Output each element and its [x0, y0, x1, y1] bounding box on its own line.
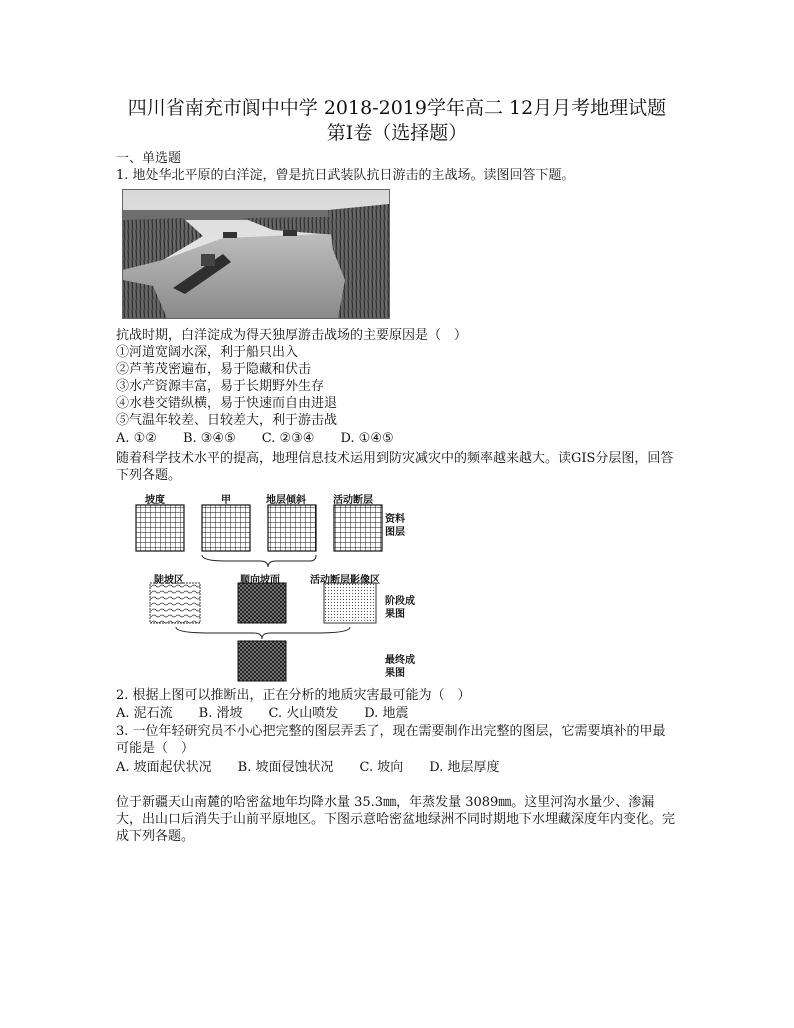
stage-steep-slope	[150, 583, 200, 623]
layer-strata-tilt	[268, 505, 316, 551]
side-stage-1: 阶段成	[385, 596, 415, 607]
side-data-layers-1: 资料	[385, 514, 405, 525]
label-strata-tilt: 地层倾斜	[266, 495, 306, 506]
side-final-1: 最终成	[385, 655, 415, 666]
q2-choices: A. 泥石流 B. 滑坡 C. 火山喷发 D. 地震	[116, 706, 409, 721]
layer-active-fault	[334, 505, 382, 551]
side-final-2: 果图	[385, 668, 405, 679]
q1-choices: A. ①② B. ③④⑤ C. ②③④ D. ①④⑤	[116, 431, 394, 446]
q1-statement-3: ③水产资源丰富，易于长期野外生存	[116, 379, 325, 394]
page-title: 四川省南充市阆中中学 2018-2019学年高二 12月月考地理试题	[127, 97, 667, 119]
layer-jia	[202, 505, 250, 551]
question-3-stem: 3. 一位年轻研究员不小心把完整的图层弄丢了，现在需要制作出完整的图层，它需要填补的甲最可能是（ ）	[116, 724, 666, 756]
layer-slope	[136, 505, 184, 551]
q1-statement-1: ①河道宽阔水深，利于船只出入	[116, 345, 299, 360]
q3-choices: A. 坡面起伏状况 B. 坡面侵蚀状况 C. 坡向 D. 地层厚度	[116, 760, 500, 775]
q1-statement-4: ④水巷交错纵横，易于快速而自由进退	[116, 396, 338, 411]
section-heading: 一、单选题	[116, 151, 182, 166]
label-active-fault: 活动断层	[333, 495, 373, 506]
page-subtitle: 第Ⅰ卷（选择题）	[326, 122, 468, 144]
side-data-layers-2: 图层	[385, 527, 405, 538]
question-1-stem: 1. 地处华北平原的白洋淀，曾是抗日武装队抗日游击的主战场。读图回答下题。	[116, 168, 575, 183]
q1-statement-5: ⑤气温年较差、日较差大，利于游击战	[116, 413, 338, 428]
gis-intro: 随着科学技术水平的提高，地理信息技术运用到防灾减灾中的频率越来越大。读GIS分层图，回答下列各题。	[116, 451, 674, 483]
label-jia: 甲	[221, 495, 231, 506]
question-2-stem: 2. 根据上图可以推断出，正在分析的地质灾害最可能为（ ）	[116, 688, 471, 703]
hami-basin-passage: 位于新疆天山南麓的哈密盆地年均降水量 35.3㎜，年蒸发量 3089㎜。这里河沟水量少、渗漏大，出山口后消失于山前平原地区。下图示意哈密盆地绿洲不同时期地下水埋藏深度年内变化。完成下列各题。	[116, 795, 676, 844]
stage-dip-slope	[238, 583, 286, 623]
stage-fault-image	[324, 583, 376, 623]
label-steep-slope: 陡坡区	[154, 575, 184, 586]
baiyangdian-photo	[122, 189, 390, 319]
label-dip-slope: 顺向坡面	[240, 575, 280, 586]
side-stage-2: 果图	[385, 609, 405, 620]
final-result	[238, 641, 286, 681]
q1-statement-2: ②芦苇茂密遍布，易于隐藏和伏击	[116, 362, 312, 377]
question-1-prompt: 抗战时期，白洋淀成为得天独厚游击战场的主要原因是（ ）	[116, 328, 468, 343]
label-slope: 坡度	[145, 495, 165, 506]
photo-drawing	[123, 190, 389, 318]
label-fault-image: 活动断层影像区	[310, 575, 380, 586]
